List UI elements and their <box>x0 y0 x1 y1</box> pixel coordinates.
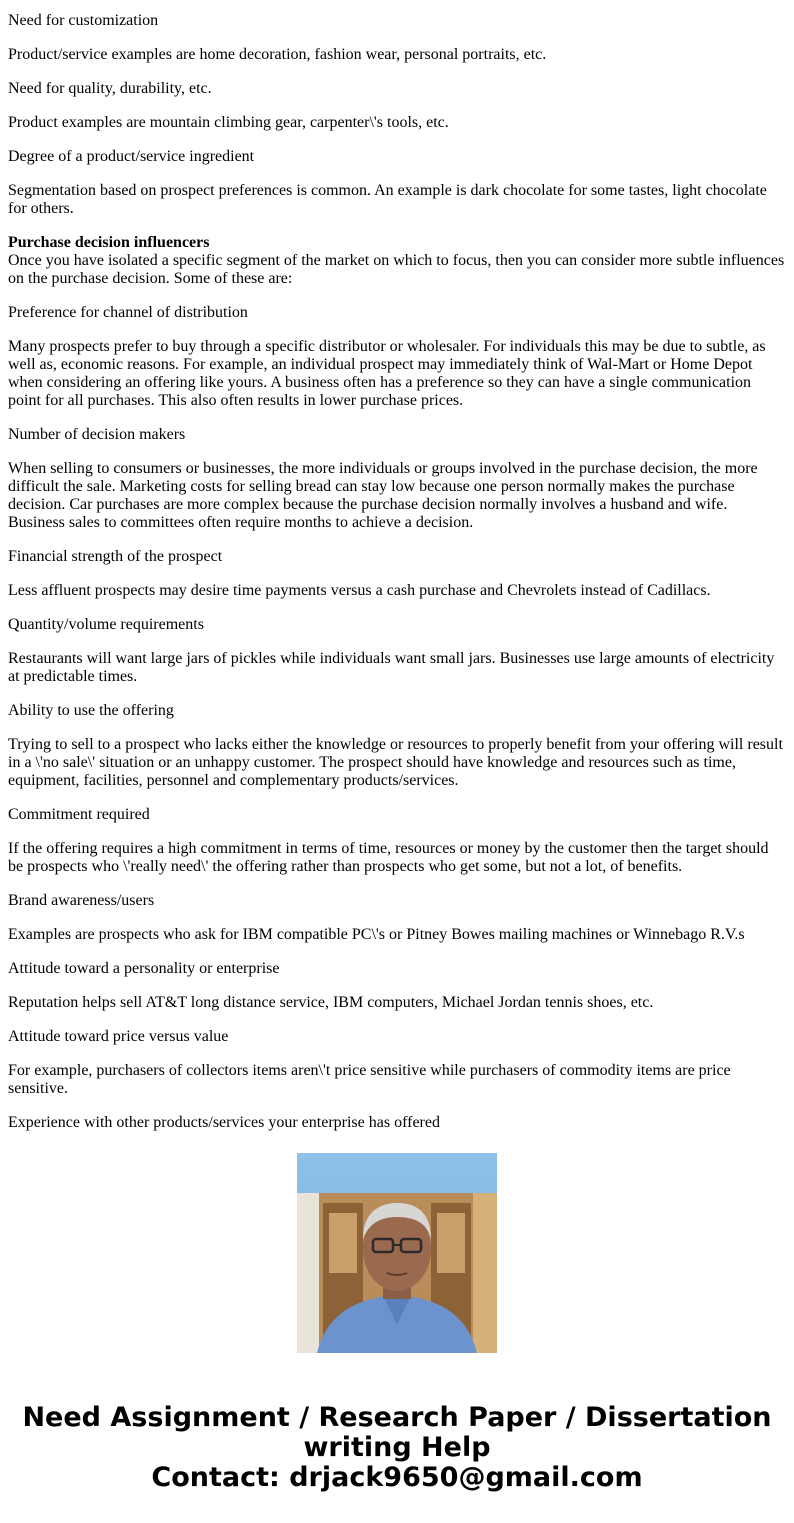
subheading: Preference for channel of distribution <box>8 304 248 321</box>
paragraph: Examples are prospects who ask for IBM compatible PC\'s or Pitney Bowes mailing machines or Winnebago R.V.s <box>8 926 745 943</box>
paragraph: Product/service examples are home decoration, fashion wear, personal portraits, etc. <box>8 46 547 63</box>
promo-line: Need Assignment / Research Paper / Dissertation <box>22 1402 772 1433</box>
paragraph: Less affluent prospects may desire time payments versus a cash purchase and Chevrolets instead of Cadillacs. <box>8 582 711 599</box>
paragraph: Segmentation based on prospect preferences is common. An example is dark chocolate for some tastes, light chocolate for others. <box>8 182 767 217</box>
subheading: Need for customization <box>8 12 159 29</box>
subheading: Need for quality, durability, etc. <box>8 80 212 97</box>
person-portrait-icon <box>297 1153 497 1353</box>
paragraph: Restaurants will want large jars of pickles while individuals want small jars. Businesses use large amounts of electricity at predictable times. <box>8 650 775 685</box>
paragraph: Reputation helps sell AT&T long distance service, IBM computers, Michael Jordan tennis shoes, etc. <box>8 994 654 1011</box>
article-content <box>8 0 786 1131</box>
paragraph: If the offering requires a high commitment in terms of time, resources or money by the customer then the target should be prospects who \'really need\' the offering rather than prospects who get some, but not a lot, of benefits. <box>8 840 769 875</box>
paragraph: Many prospects prefer to buy through a specific distributor or wholesaler. For individuals this may be due to subtle, as well as, economic reasons. For example, an individual prospect may immediately think of Wal-Mart or Home Depot when considering an offering like yours. A business often has a preference so they can have a single communication point for all purchases. This also often results in lower purchase prices. <box>8 338 766 409</box>
author-avatar <box>297 1153 497 1353</box>
paragraph: When selling to consumers or businesses, the more individuals or groups involved in the purchase decision, the more difficult the sale. Marketing costs for selling bread can stay low because one person normally makes the purchase decision. Car purchases are more complex because the purchase decision normally involves a husband and wife. Business sales to committees often require months to achieve a decision. <box>8 460 758 531</box>
paragraph: For example, purchasers of collectors items aren\'t price sensitive while purchasers of commodity items are price sensitive. <box>8 1062 731 1097</box>
subheading: Attitude toward a personality or enterprise <box>8 960 280 977</box>
paragraph: Product examples are mountain climbing gear, carpenter\'s tools, etc. <box>8 114 449 131</box>
subheading: Brand awareness/users <box>8 892 155 909</box>
subheading: Ability to use the offering <box>8 702 174 719</box>
subheading: Attitude toward price versus value <box>8 1028 229 1045</box>
promo-line: writing Help <box>303 1432 491 1463</box>
subheading: Quantity/volume requirements <box>8 616 204 633</box>
promo-contact: Contact: drjack9650@gmail.com <box>151 1462 643 1493</box>
paragraph: Once you have isolated a specific segment of the market on which to focus, then you can consider more subtle influences on the purchase decision. Some of these are: <box>8 252 785 287</box>
subheading: Degree of a product/service ingredient <box>8 148 255 165</box>
subheading: Experience with other products/services your enterprise has offered <box>8 1114 440 1131</box>
subheading: Number of decision makers <box>8 426 186 443</box>
promo-banner <box>0 1403 794 1493</box>
section-block <box>8 234 786 288</box>
subheading: Commitment required <box>8 806 150 823</box>
paragraph: Trying to sell to a prospect who lacks either the knowledge or resources to properly benefit from your offering will result in a \'no sale\' situation or an unhappy customer. The prospect should have knowledge and resources such as time, equipment, facilities, personnel and complementary products/services. <box>8 736 783 789</box>
section-heading: Purchase decision influencers <box>8 234 210 251</box>
subheading: Financial strength of the prospect <box>8 548 223 565</box>
